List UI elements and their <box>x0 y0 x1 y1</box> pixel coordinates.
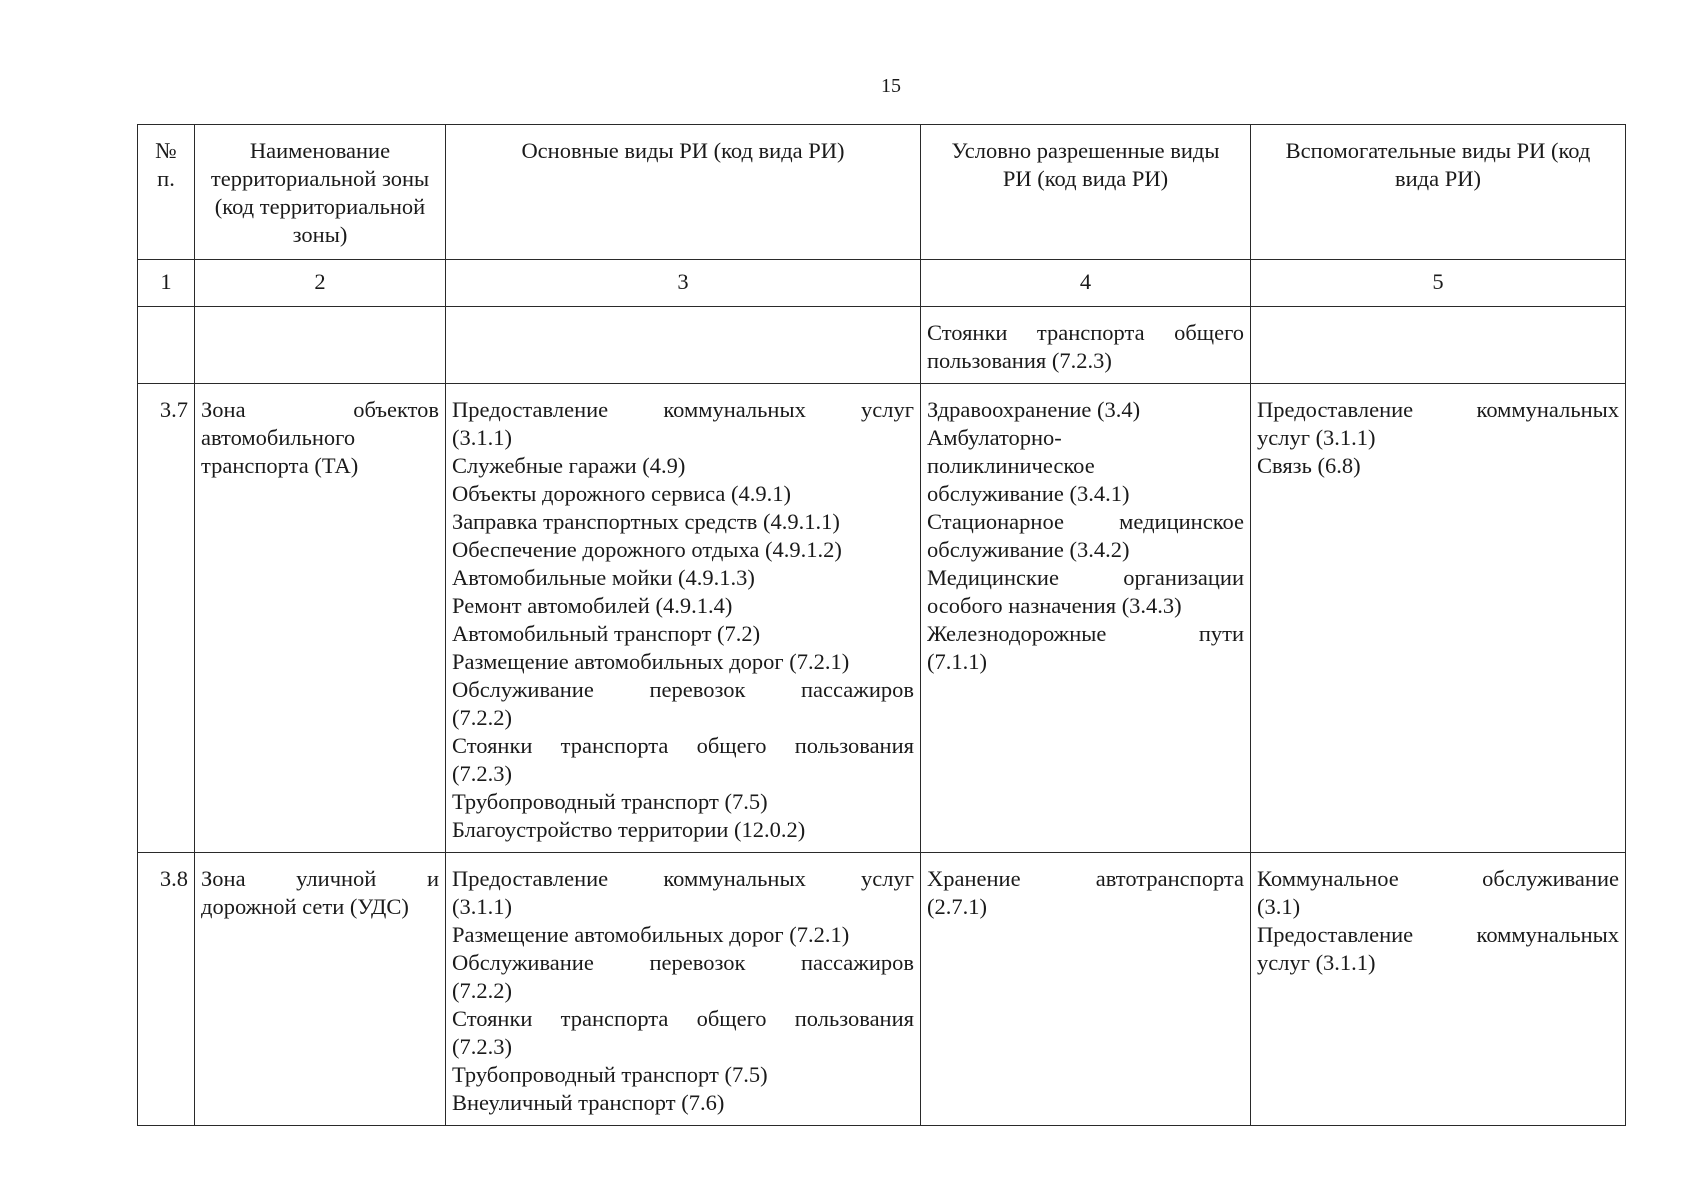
text-line: поликлиническое <box>927 453 1095 478</box>
text-line: Обслуживание перевозок пассажиров <box>452 677 914 702</box>
cell-empty <box>138 307 195 384</box>
header-row <box>138 125 1626 260</box>
text-line: Медицинские организации <box>927 565 1244 590</box>
text-line: Зона объектов <box>201 397 439 422</box>
text-line: Автомобильные мойки (4.9.1.3) <box>452 565 755 590</box>
text-line: Размещение автомобильных дорог (7.2.1) <box>452 922 850 947</box>
cell-main-uses <box>446 853 921 1126</box>
continuation-row <box>138 307 1626 384</box>
text-line: особого назначения (3.4.3) <box>927 593 1182 618</box>
text-line: Хранение автотранспорта <box>927 866 1244 891</box>
text-line: транспорта (ТА) <box>201 453 359 478</box>
column-number: 2 <box>195 260 446 307</box>
text-line: Стоянки транспорта общего пользования <box>452 1006 914 1031</box>
text-line: Амбулаторно- <box>927 425 1062 450</box>
text-line: (7.2.3) <box>452 761 512 786</box>
header-line: Условно разрешенные виды <box>951 138 1220 163</box>
text-line: (7.2.3) <box>452 1034 512 1059</box>
text-line: Объекты дорожного сервиса (4.9.1) <box>452 481 792 506</box>
text-line: Обеспечение дорожного отдыха (4.9.1.2) <box>452 537 842 562</box>
column-number: 4 <box>921 260 1251 307</box>
cell-auxiliary-uses <box>1251 384 1626 853</box>
cell-zone-name <box>195 384 446 853</box>
text-line: Здравоохранение (3.4) <box>927 397 1141 422</box>
text-line: обслуживание (3.4.1) <box>927 481 1130 506</box>
text-line: пользования (7.2.3) <box>927 348 1112 373</box>
header-line: Наименование <box>249 138 391 163</box>
row-number: 3.7 <box>138 384 195 853</box>
cell-main-uses <box>446 384 921 853</box>
text-line: Обслуживание перевозок пассажиров <box>452 950 914 975</box>
text-line: Предоставление коммунальных услуг <box>452 397 914 422</box>
text-line: Железнодорожные пути <box>927 621 1244 646</box>
text-line: Предоставление коммунальных <box>1257 397 1619 422</box>
column-number: 1 <box>138 260 195 307</box>
cell-empty <box>446 307 921 384</box>
text-line: автомобильного <box>201 425 356 450</box>
table-row <box>138 384 1626 853</box>
text-line: Автомобильный транспорт (7.2) <box>452 621 761 646</box>
column-number: 5 <box>1251 260 1626 307</box>
text-line: Благоустройство территории (12.0.2) <box>452 817 806 842</box>
text-line: Стационарное медицинское <box>927 509 1244 534</box>
header-line: Вспомогательные виды РИ (код <box>1285 138 1591 163</box>
header-auxiliary-uses <box>1251 125 1626 260</box>
text-line: Стоянки транспорта общего пользования <box>452 733 914 758</box>
cell-zone-name <box>195 853 446 1126</box>
text-line: Зона уличной и <box>201 866 439 891</box>
text-line: (7.2.2) <box>452 978 512 1003</box>
text-line: Стоянки транспорта общего <box>927 320 1244 345</box>
header-line: РИ (код вида РИ) <box>1002 166 1169 191</box>
header-line: зоны) <box>292 222 348 247</box>
column-number: 3 <box>446 260 921 307</box>
text-line: (2.7.1) <box>927 894 987 919</box>
header-line: (код территориальной <box>214 194 426 219</box>
cell-conditional-uses <box>921 853 1251 1126</box>
header-line: вида РИ) <box>1395 166 1481 191</box>
cell-auxiliary-uses <box>1251 853 1626 1126</box>
table-row <box>138 853 1626 1126</box>
text-line: Внеуличный транспорт (7.6) <box>452 1090 725 1115</box>
text-line: услуг (3.1.1) <box>1257 950 1376 975</box>
text-line: дорожной сети (УДС) <box>201 894 409 919</box>
cell-empty <box>1251 307 1626 384</box>
text-line: обслуживание (3.4.2) <box>927 537 1130 562</box>
header-zone-name <box>195 125 446 260</box>
text-line: Служебные гаражи (4.9) <box>452 453 686 478</box>
text-line: Трубопроводный транспорт (7.5) <box>452 789 768 814</box>
text-line: Связь (6.8) <box>1257 453 1361 478</box>
text-line: Предоставление коммунальных <box>1257 922 1619 947</box>
text-line: (3.1.1) <box>452 894 512 919</box>
text-line: Размещение автомобильных дорог (7.2.1) <box>452 649 850 674</box>
text-line: (7.2.2) <box>452 705 512 730</box>
header-conditional-uses <box>921 125 1251 260</box>
text-line: (7.1.1) <box>927 649 987 674</box>
text-line: Заправка транспортных средств (4.9.1.1) <box>452 509 840 534</box>
header-main-uses <box>446 125 921 260</box>
text-line: Трубопроводный транспорт (7.5) <box>452 1062 768 1087</box>
zones-table <box>137 124 1626 1126</box>
text-line: Коммунальное обслуживание <box>1257 866 1619 891</box>
header-line: Основные виды РИ (код вида РИ) <box>521 138 845 163</box>
cell-empty <box>195 307 446 384</box>
page-number: 15 <box>881 75 901 97</box>
row-number: 3.8 <box>138 853 195 1126</box>
text-line: Ремонт автомобилей (4.9.1.4) <box>452 593 733 618</box>
text-line: услуг (3.1.1) <box>1257 425 1376 450</box>
text-line: (3.1) <box>1257 894 1301 919</box>
cell-conditional-uses <box>921 384 1251 853</box>
header-line: № <box>155 138 177 163</box>
cell-conditional-uses <box>921 307 1251 384</box>
header-line: территориальной зоны <box>210 166 430 191</box>
text-line: (3.1.1) <box>452 425 512 450</box>
column-number-row <box>138 260 1626 307</box>
header-line: п. <box>157 166 175 191</box>
header-number <box>138 125 195 260</box>
text-line: Предоставление коммунальных услуг <box>452 866 914 891</box>
